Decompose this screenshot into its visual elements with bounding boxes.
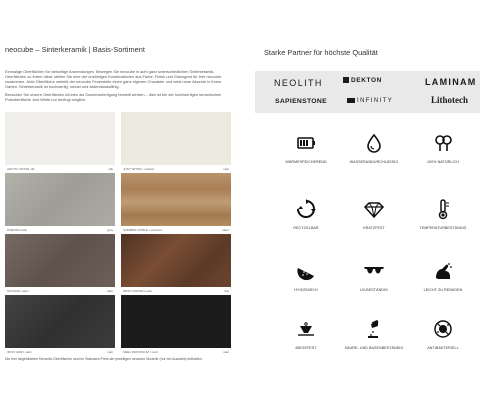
swatch-caption [7, 289, 113, 293]
diamond-icon [363, 198, 385, 220]
laminam-logo: LAMINAM [425, 77, 477, 87]
swatch-name: IRON GREY satin [7, 350, 32, 354]
swatch-finish: matt [222, 167, 229, 171]
swatch-name: ARCTIC WHITE silk [7, 167, 35, 171]
battery-icon [295, 132, 317, 154]
material-swatch [5, 173, 115, 234]
antibacterial-icon [432, 318, 454, 340]
property-label: 100% NATÜRLICH [427, 160, 459, 164]
swatch-name: JUST WHITE / mattiert [123, 167, 155, 171]
swatch-finish: natur [221, 228, 229, 232]
right-page [242, 0, 480, 400]
swatch-finish: dark [106, 289, 113, 293]
material-swatch [5, 112, 115, 173]
property-item [403, 132, 480, 164]
sunglasses-icon [363, 260, 385, 282]
material-swatch [121, 173, 231, 234]
swatch-caption [123, 289, 229, 293]
swatch-texture [5, 295, 115, 348]
property-label: TEMPERATURBESTÄNDIG [419, 226, 467, 230]
material-swatch [5, 295, 115, 356]
page-title: neocube – Sinterkeramik | Basis-Sortiment [5, 45, 145, 54]
swatch-name: IRON CORTEN satin [123, 289, 152, 293]
swatch-texture [5, 112, 115, 165]
property-label: UV-BESTÄNDIG [360, 288, 388, 292]
swatch-name: NATURAL satin [7, 289, 29, 293]
weight-icon [295, 318, 317, 340]
recycle-icon [295, 198, 317, 220]
infinity-logo: INFINITY [357, 98, 394, 105]
swatch-finish: rost [223, 289, 229, 293]
dekton-logo: DEKTON [351, 77, 382, 84]
swatch-caption [123, 167, 229, 171]
property-label: LEICHT ZU REINIGEN [423, 288, 463, 292]
property-item [334, 198, 414, 230]
property-label: KRATZFEST [363, 226, 385, 230]
melon-icon [295, 260, 317, 282]
swatch-texture [5, 234, 115, 287]
swatch-caption [123, 350, 229, 354]
acid-bottle-icon [363, 318, 385, 340]
property-label: HYGIENISCH [294, 288, 318, 292]
swatch-caption [7, 228, 113, 232]
material-swatch [5, 234, 115, 295]
partner-logos [255, 71, 480, 113]
property-label: RECYCELBAR [293, 226, 319, 230]
material-swatch [121, 295, 231, 356]
intro-paragraph: Einmalige Oberflächen für vielseitige Anwendungen. Bewegen Sie neocube in acht ganz unterschiedlichen Sinterkeramik-Oberflächen zu Ihrem Ideal: stellen Sie eine der unzähligen Kombinationen aus Farbe, Finish und Glanzgrad für Ihre neocube zusammen. Jede Oberfläche verleiht der neocube Feuerstelle einen ganz eigenen Charakter und setzt neue Akzente in Ihrem Garten. Sinterkeramik ist hochwertig, robust und widerstandsfähig. [5, 69, 222, 90]
cleaning-hand-icon [432, 260, 454, 282]
swatch-finish: silk [108, 167, 113, 171]
swatch-name: PHEDRA satin [7, 228, 28, 232]
swatch-caption [7, 167, 113, 171]
swatch-caption [7, 350, 113, 354]
swatch-finish: matt [222, 350, 229, 354]
material-swatch [121, 234, 231, 295]
sapienstone-logo: SAPIENSTONE [275, 98, 327, 105]
property-label: BIEGEFEST [295, 346, 317, 350]
property-label: SÄURE- UND BASENBESTÄNDIG [344, 346, 404, 350]
swatch-caption [123, 228, 229, 232]
property-label: WASSERUNDURCHLÄSSIG [349, 160, 399, 164]
material-swatch [121, 112, 231, 173]
intro-paragraph: Besuchen Sie unsere Oberflächen können als Sonderanfertigung bestellt werden – dies ist bei der hochwertigen keramischen Putzoberfläche Just White nur bedingt möglich. [5, 92, 222, 103]
intro-text [5, 69, 227, 106]
swatch-texture [121, 112, 231, 165]
swatch-grid [5, 112, 231, 356]
property-item [403, 198, 480, 230]
property-label: WÄRMESPEICHEREND [285, 160, 327, 164]
swatch-finish: matt [106, 350, 113, 354]
dekton-mark-icon [343, 77, 349, 83]
neolith-logo: NEOLITH [274, 78, 323, 88]
left-page [5, 0, 230, 400]
swatch-name: SEEL ZIRKONIUM / matt [123, 350, 158, 354]
partners-title: Starke Partner für höchste Qualität [264, 48, 378, 57]
tree-icon [432, 132, 454, 154]
property-item [334, 318, 414, 350]
property-label: ANTIBAKTERIELL [427, 346, 459, 350]
infinity-logo-wrap [347, 98, 393, 104]
property-item [334, 132, 414, 164]
swatch-texture [121, 295, 231, 348]
dekton-logo-wrap [343, 77, 382, 84]
property-item [403, 260, 480, 292]
swatch-finish: grey [106, 228, 113, 232]
property-item [403, 318, 480, 350]
footnote: Die hier abgebildeten Keramik-Oberflächen sind im Standard-Preis der jeweiligen neocube Modelle (nur bei Auswahl) enthalten. [5, 357, 203, 361]
water-drop-icon [363, 132, 385, 154]
swatch-texture [5, 173, 115, 226]
swatch-texture [121, 234, 231, 287]
swatch-name: SOMBRE NOBLE / structure [123, 228, 163, 232]
swatch-texture [121, 173, 231, 226]
lithotech-logo: Lithotech [431, 95, 468, 105]
infinity-mark-icon [347, 98, 355, 103]
property-item [334, 260, 414, 292]
thermometer-icon [432, 198, 454, 220]
